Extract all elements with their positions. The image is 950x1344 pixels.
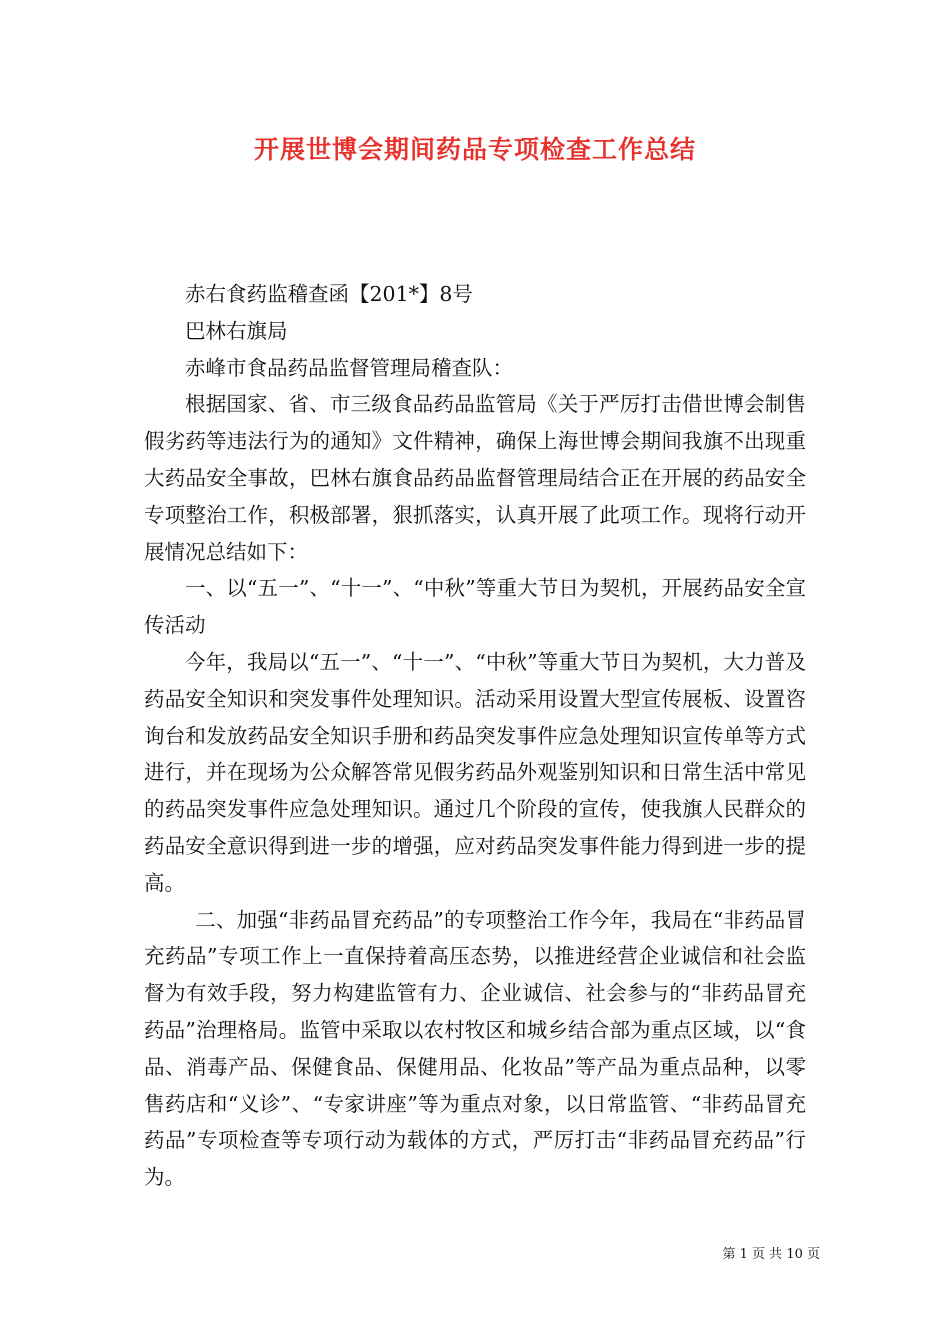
section-two-paragraph: 二、加强“非药品冒充药品”的专项整治工作今年，我局在“非药品冒充药品”专项工作上一直保持着高压态势，以推进经营企业诚信和社会监督为有效手段，努力构建监管有力、企业诚信、社会参与的“非药品冒充药品”治理格局。监管中采取以农村牧区和城乡结合部为重点区域，以“食品、消毒产品、保健食品、保健用品、化妆品”等产品为重点品种，以零售药店和“义诊”、“专家讲座”等为重点对象，以日常监管、“非药品冒充药品”专项检查等专项行动为载体的方式，严厉打击“非药品冒充药品”行为。 (144, 907, 806, 1190)
section-one-heading: 一、以“五一”、“十一”、“中秋”等重大节日为契机，开展药品安全宣传活动 (144, 576, 806, 638)
reference-number: 赤右食药监稽查函【201*】8号 (185, 282, 473, 306)
issuing-bureau: 巴林右旗局 (185, 318, 288, 343)
intro-paragraph: 根据国家、省、市三级食品药品监管局《关于严厉打击借世博会制售假劣药等违法行为的通知》文件精神，确保上海世博会期间我旗不出现重大药品安全事故，巴林右旗食品药品监督管理局结合正在开展的药品安全专项整治工作，积极部署，狠抓落实，认真开展了此项工作。现将行动开展情况总结如下： (144, 392, 806, 564)
document-body (144, 276, 806, 1196)
document-title: 开展世博会期间药品专项检查工作总结 (253, 135, 696, 164)
page-number: 第 1 页 共 10 页 (722, 1247, 820, 1262)
section-one-paragraph: 今年，我局以“五一”、“十一”、“中秋”等重大节日为契机，大力普及药品安全知识和突发事件处理知识。活动采用设置大型宣传展板、设置咨询台和发放药品安全知识手册和药品突发事件应急处理知识宣传单等方式进行，并在现场为公众解答常见假劣药品外观鉴别知识和日常生活中常见的药品突发事件应急处理知识。通过几个阶段的宣传，使我旗人民群众的药品安全意识得到进一步的增强，应对药品突发事件能力得到进一步的提高。 (144, 649, 806, 895)
addressee: 赤峰市食品药品监督管理局稽查队： (185, 355, 513, 380)
